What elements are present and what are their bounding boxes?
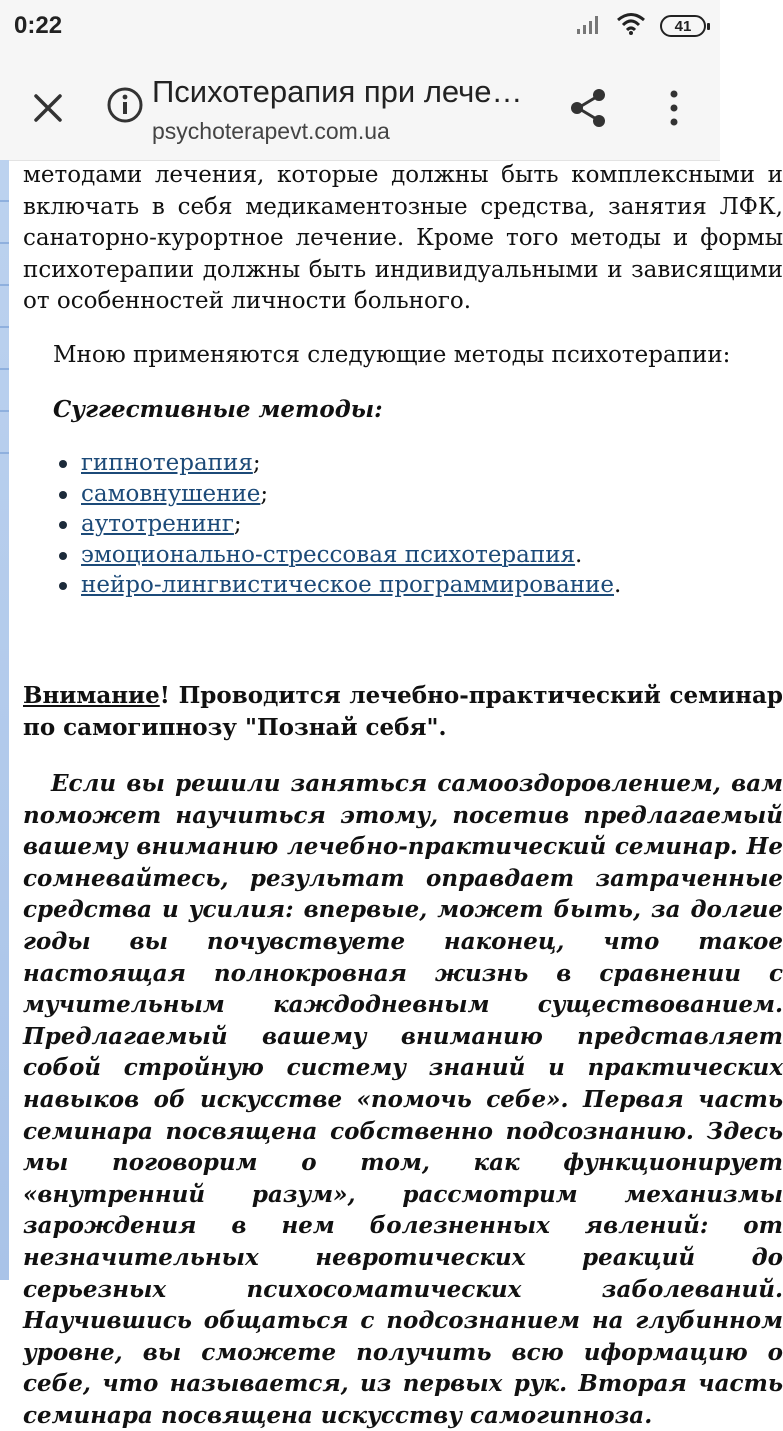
seminar-paragraph: Если вы решили заняться самооздоровлением, вам поможет научиться этому, посетив предлагаемый вашему вниманию лечебно-практический семинар. Не сомневайтесь, результат оправдает затраченные средства и усилия: впервые, может быть, за долгие годы вы почувствуете наконец, что такое настоящая полнокровная жизнь в сравнении с мучительным каждодневным существованием. Предлагаемый вашему вниманию представляет собой стройную систему знаний и практических навыков об искусстве «помочь себе». Первая часть семинара посвящена собственно подсознанию. Здесь мы поговорим о том, как функционирует «внутренний разум», рассмотрим механизмы зарождения в нем болезненных явлений: от незначительных невротических реакций до серьезных психосоматических заболеваний. Научившись общаться с подсознанием на глубинном уровне, вы сможете получить всю иформацию о себе, что называется, из первых рук. Вторая часть семинара посвящена искусству самогипноза. — [23, 770, 783, 1429]
list-item — [81, 448, 621, 479]
list-item-suffix: ; — [260, 480, 269, 507]
border-tick — [0, 368, 9, 370]
battery-level: 41 — [674, 17, 692, 35]
attention-word: Внимание — [23, 682, 160, 709]
list-item-suffix: ; — [233, 511, 242, 537]
status-time: 0:22 — [14, 12, 63, 39]
list-item-suffix: . — [575, 541, 583, 568]
close-icon[interactable] — [28, 88, 68, 128]
signal-icon — [576, 13, 602, 39]
battery-icon — [660, 15, 706, 37]
custom-tab-header — [0, 52, 720, 161]
page-left-border — [0, 160, 9, 1280]
list-item-suffix: ; — [252, 450, 261, 476]
method-link-emotional-stress[interactable]: эмоционально-стрессовая психотерапия — [81, 541, 576, 568]
suggestive-methods-heading: Суггестивные методы: — [53, 396, 383, 423]
share-icon[interactable] — [566, 86, 610, 130]
list-item — [81, 479, 621, 510]
border-tick — [0, 326, 9, 328]
list-item — [81, 540, 621, 571]
method-link-self-suggestion[interactable]: самовнушение — [81, 480, 261, 507]
method-link-hypnotherapy[interactable]: гипнотерапия — [81, 450, 253, 476]
methods-list — [81, 448, 621, 601]
border-tick — [0, 410, 9, 412]
methods-intro: Мною применяются следующие методы психотерапии: — [53, 342, 731, 368]
list-item — [81, 509, 621, 540]
page-title: Психотерапия при лече… — [152, 74, 523, 109]
article-content — [23, 160, 783, 1429]
border-tick — [0, 452, 9, 454]
attention-text: ! Проводится лечебно-практический семинар по самогипнозу "Познай себя". — [23, 682, 783, 741]
list-item — [81, 570, 621, 601]
intro-paragraph: методами лечения, которые должны быть комплексными и включать в себя медикаментозные средства, занятия ЛФК, санаторно-курортное лечение. Кроме того методы и формы психотерапии должны быть индивидуальными и зависящими от особенностей личности больного. — [23, 162, 783, 314]
list-item-suffix: . — [614, 572, 622, 598]
status-icons — [576, 12, 706, 40]
more-vert-icon[interactable] — [664, 88, 684, 128]
method-link-nlp[interactable]: нейро-лингвистическое программирование — [81, 572, 614, 598]
info-icon[interactable] — [106, 86, 144, 124]
wifi-icon — [616, 12, 646, 40]
border-tick — [0, 200, 9, 202]
border-tick — [0, 242, 9, 244]
method-link-autotraining[interactable]: аутотренинг — [81, 511, 234, 537]
page-url[interactable]: psychoterapevt.com.ua — [152, 118, 390, 144]
attention-announcement — [23, 680, 783, 744]
status-bar — [0, 0, 720, 52]
border-tick — [0, 284, 9, 286]
